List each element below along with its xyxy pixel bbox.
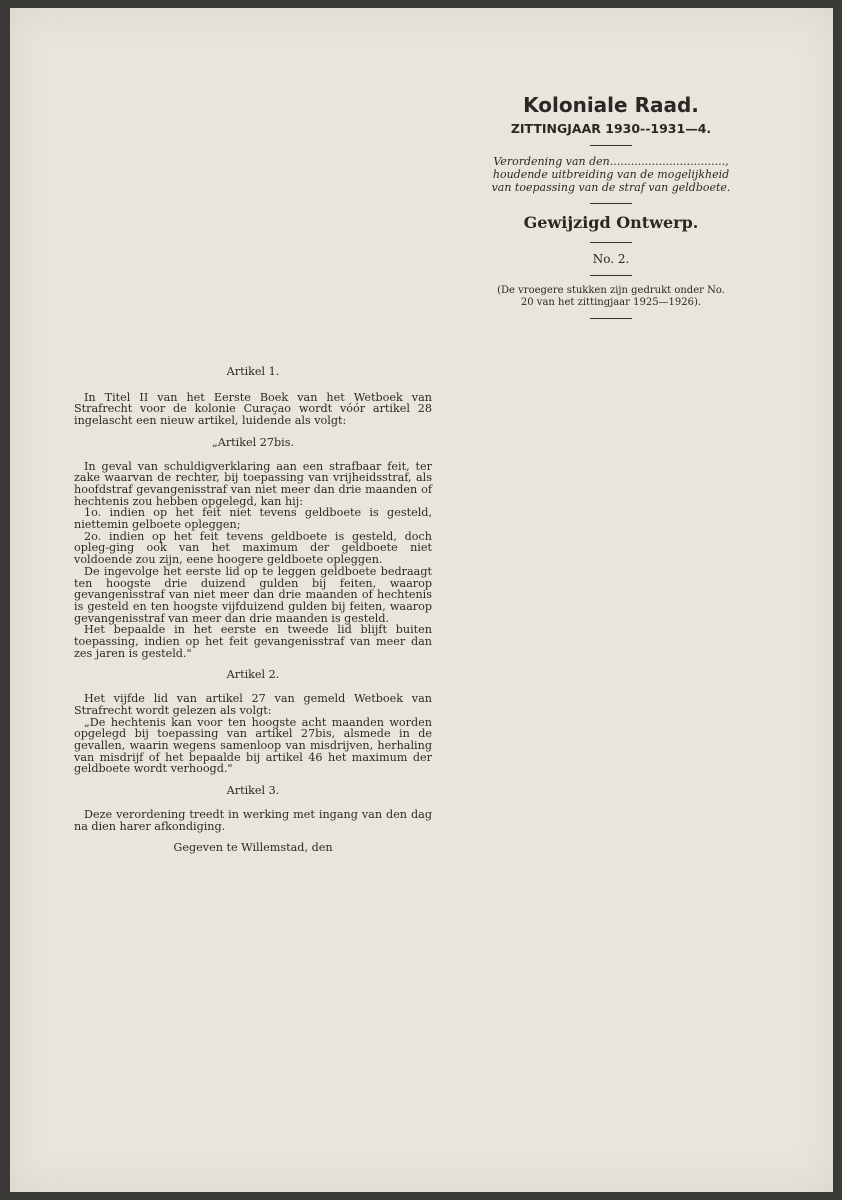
council-title: Koloniale Raad. <box>523 93 699 117</box>
article-2-quote: „De hechtenis kan voor ten hoogste acht maanden worden opgelegd bij toepassing van artikel 27bis, alsmede in de gevallen, waarin wegens samenloop van misdrijven, herhaling van misdrijf of het bepaalde bij artikel 46 het maximum der geldboete wordt verhoogd." <box>74 715 432 776</box>
note-line: (De vroegere stukken zijn gedrukt onder No. <box>497 285 725 296</box>
divider <box>590 242 632 243</box>
article-27bis-paragraph: Het bepaalde in het eerste en tweede lid blijft buiten toepassing, indien op het feit gevangenisstraf van meer dan zes jaren is gesteld." <box>74 623 432 660</box>
article-2-intro: Het vijfde lid van artikel 27 van gemeld Wetboek van Strafrecht wordt gelezen als volgt: <box>74 692 432 717</box>
divider <box>590 145 632 146</box>
article-3-heading: Artikel 3. <box>226 784 280 798</box>
ordinance-title <box>472 155 750 194</box>
article-1-intro: In Titel II van het Eerste Boek van het Wetboek van Strafrecht voor de kolonie Curaçao wordt vóór artikel 28 ingelascht een nieuw artikel, luidende als volgt: <box>74 390 432 428</box>
closing-line: Gegeven te Willemstad, den <box>173 841 333 855</box>
divider <box>590 275 632 276</box>
draft-label: Gewijzigd Ontwerp. <box>523 213 699 232</box>
article-3-text: Deze verordening treedt in werking met ingang van den dag na dien harer afkondiging. <box>74 807 432 833</box>
article-2-heading: Artikel 2. <box>226 668 280 682</box>
divider <box>590 203 632 204</box>
session-year: ZITTINGJAAR 1930--1931—4. <box>510 121 712 136</box>
article-27bis-heading: „Artikel 27bis. <box>211 435 295 449</box>
article-27bis-item-2: 2o. indien op het feit tevens geldboete is gesteld, doch opleg-ging ook van het maximum der geldboete niet voldoende zou zijn, eene hoogere geldboete opleggen. <box>74 529 432 567</box>
note-line: 20 van het zittingjaar 1925—1926). <box>520 297 702 308</box>
ordinance-line: van toepassing van de straf van geldboete. <box>491 181 731 194</box>
article-27bis-item-1: 1o. indien op het feit niet tevens geldboete is gesteld, niettemin gelboete opleggen; <box>74 506 432 532</box>
article-27bis-paragraph: De ingevolge het eerste lid op te leggen geldboete bedraagt ten hoogste drie duizend gulden bij feiten, waarop gevangenisstraf van niet meer dan drie maanden of hechtenis is gesteld en ten hoogste vijfduizend gulden bij feiten, waarop gevangenisstraf van meer dan drie maanden is gesteld. <box>74 564 432 625</box>
previous-documents-note <box>472 285 750 309</box>
document-number: No. 2. <box>592 252 630 266</box>
ordinance-line: houdende uitbreiding van de mogelijkheid <box>492 168 730 181</box>
ordinance-line: Verordening van den................................., <box>493 155 729 168</box>
article-1-heading: Artikel 1. <box>226 365 280 378</box>
document-body <box>74 366 432 866</box>
document-header <box>472 92 750 328</box>
document-page <box>10 8 833 1192</box>
article-27bis-paragraph: In geval van schuldigverklaring aan een strafbaar feit, ter zake waarvan de rechter, bij toepassing van vrijheidsstraf, als hoofdstraf gevangenisstraf van niet meer dan drie maanden of hechtenis zou hebben opgelegd, kan hij: <box>74 459 432 508</box>
divider <box>590 318 632 319</box>
